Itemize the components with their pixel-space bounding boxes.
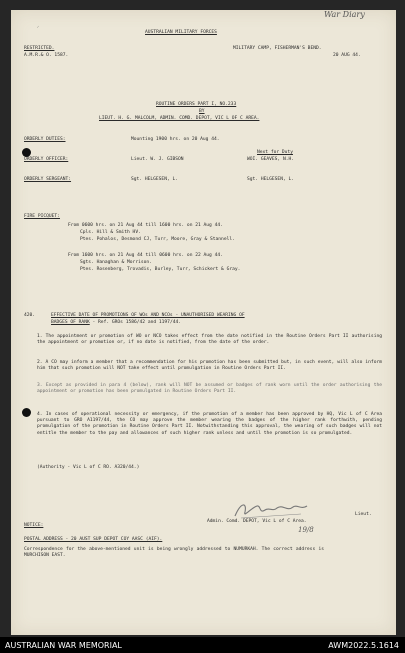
fire-picquet-shift1-time: From 0600 hrs. on 21 Aug 44 till 1600 hrs. on 21 Aug 44. [68, 223, 223, 228]
signoff-title: Admin. Comd. DEPOT, Vic L of C Area. [207, 519, 307, 524]
item-paragraph-1: 1. The appointment or promotion of WO or NCO takes effect from the date notified in the Routine Orders Part II authorising the appointment or promotion or, if no date is notified, from the date of the order. [37, 334, 382, 346]
orderly-officer-value: Lieut. W. J. GIBSON [131, 157, 184, 162]
orderly-officer-next: WOI. GEAVES, N.H. [247, 157, 295, 162]
restricted-label: RESTRICTED. [24, 46, 55, 51]
orderly-sergeant-next: Sgt. HELGESEN, L. [247, 177, 295, 182]
handwritten-date: 19/8 [298, 526, 314, 534]
orderly-duties-value: Mounting 1900 hrs. on 20 Aug 44. [131, 137, 220, 142]
next-for-duty-heading: Next for Duty [257, 150, 293, 155]
notice-postal-address: POSTAL ADDRESS - 20 AUST SUP DEPOT COY AASC (AIF). [24, 537, 163, 542]
footer-accession-number: AWM2022.5.1614 [328, 641, 399, 650]
orderly-duties-label: ORDERLY DUTIES: [24, 137, 66, 142]
orders-title: ROUTINE ORDERS PART I, NO.233 [156, 102, 237, 107]
item-heading-ref: - Ref. GROs 1586/42 and 1197/44. [89, 320, 182, 325]
footer-institution: AUSTRALIAN WAR MEMORIAL [5, 641, 122, 650]
item-heading-line1: EFFECTIVE DATE OF PROMOTIONS OF WOs AND NCOs - UNAUTHORISED WEARING OF [51, 313, 245, 318]
item-paragraph-3: 3. Except as provided in para 4 (below), rank will NOT be assumed or badges of rank worn until the order authorising the appointment or promotion has been promulgated in Routine Orders Part II. [37, 383, 382, 395]
item-heading-line2 [51, 320, 181, 326]
punch-hole [22, 408, 31, 417]
archive-footer [0, 637, 405, 653]
item-number: 420. [24, 313, 36, 318]
handwritten-note: War Diary [324, 10, 365, 19]
item-paragraph-4: 4. In cases of operational necessity or emergency, if the promotion of a member has been approved by HQ, Vic L of C Area pursuant to GRO A1197/44, the CO may approve the member wearing the badges of the higher rank forthwith, pending promulgation of the promotion in Routine Orders Part II. Notwithstanding this approval, the wearing of such badges will not entitle the member to the pay and allowances of such higher rank unless and until the promotion is so promulgated. [37, 412, 382, 436]
fire-picquet-shift1-ptes: Ptes. Pohalos, Desmond CJ, Turr, Moore, Gray & Stannell. [80, 237, 235, 242]
fire-picquet-shift1-cpls: Cpls. Hill & Smith HV. [80, 230, 141, 235]
orderly-sergeant-label: ORDERLY SERGEANT: [24, 177, 72, 182]
notice-text: Correspondence for the above-mentioned unit is being wrongly addressed to NUMURKAH. The correct address is MURCHISON EAST. [24, 547, 324, 559]
orders-by: BY [199, 109, 205, 114]
location: MILITARY CAMP, FISHERMAN'S BEND. [233, 46, 322, 51]
orderly-officer-label: ORDERLY OFFICER: [24, 157, 69, 162]
orders-author: LIEUT. H. G. MALCOLM, ADMIN. COMD. DEPOT, VIC L OF C AREA. [99, 116, 260, 121]
orderly-sergeant-value: Sgt. HELGESEN, L. [131, 177, 179, 182]
date: 20 AUG 44. [333, 53, 361, 58]
fire-picquet-label: FIRE PICQUET: [24, 214, 60, 219]
notice-label: NOTICE: [24, 523, 44, 528]
fire-picquet-shift2-sgts: Sgts. Hanaghan & Morrison. [80, 260, 152, 265]
corner-mark: ✓ [37, 25, 40, 29]
document-page [11, 10, 396, 635]
item-heading-badges: BADGES OF RANK [51, 320, 90, 325]
document-header-title: AUSTRALIAN MILITARY FORCES [145, 30, 217, 35]
fire-picquet-shift2-time: From 1600 hrs. on 21 Aug 44 till 0600 hrs. on 22 Aug 44. [68, 253, 223, 258]
item-authority: (Authority - Vic L of C RO. A320/44.) [37, 465, 140, 470]
fire-picquet-shift2-ptes: Ptes. Rosenberg, Trovadis, Burley, Turr, Schickert & Gray. [80, 267, 241, 272]
signoff-rank: Lieut. [355, 512, 372, 517]
punch-hole [22, 148, 31, 157]
reference-code: A.M.R.& O. 1587. [24, 53, 69, 58]
item-paragraph-2: 2. A CO may inform a member that a recommendation for his promotion has been submitted but, in such event, will also inform him that such promotion will NOT take effect until promulgation in Routine Orders Part II. [37, 360, 382, 372]
